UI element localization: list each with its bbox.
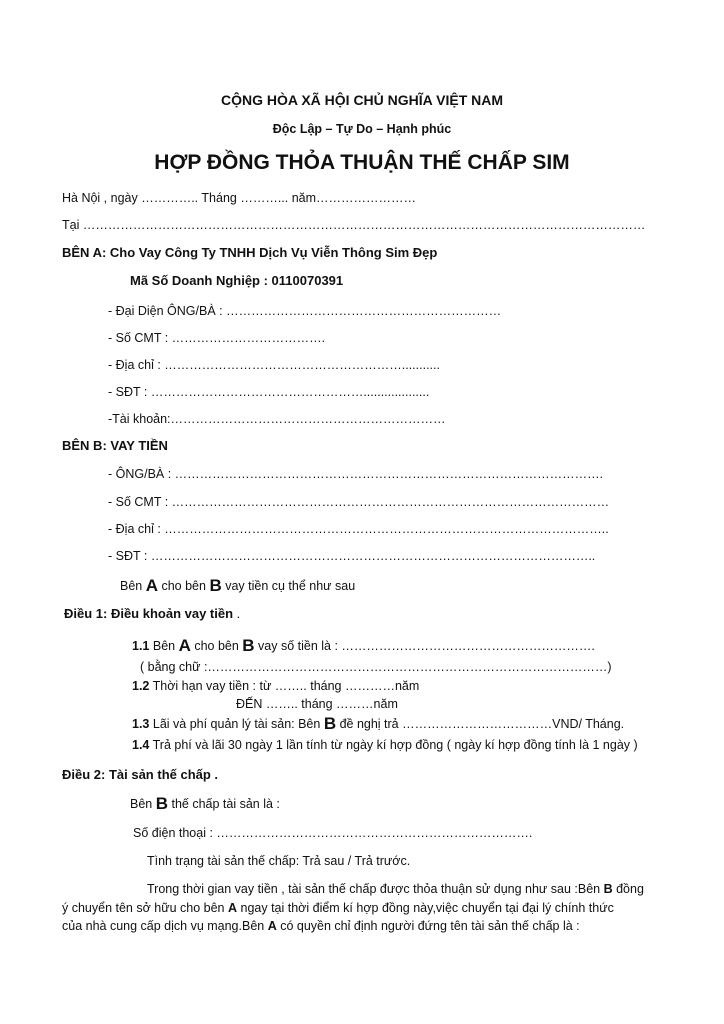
collateral-paragraph-line-1: Trong thời gian vay tiền , tài sản thế chấp được thỏa thuận sử dụng như sau :Bên B đồng <box>147 882 644 896</box>
party-a-id-card: - Số CMT : ………………………………. <box>108 331 326 345</box>
date-line: Hà Nội , ngày ………….. Tháng ………... năm…………………… <box>62 191 417 205</box>
clause-1-3: 1.3 Lãi và phí quản lý tài sản: Bên B đề nghị trả ………………………………VND/ Tháng. <box>132 714 625 733</box>
party-b-address: - Địa chỉ : …………………………………………………………………………………………….. <box>108 522 609 536</box>
party-b-heading: BÊN B: VAY TIỀN <box>62 438 168 453</box>
collateral-intro: Bên B thế chấp tài sản là : <box>130 794 280 813</box>
article-2-heading: Điều 2: Tài sản thế chấp . <box>62 767 219 782</box>
contract-title: HỢP ĐỒNG THỎA THUẬN THẾ CHẤP SIM <box>154 151 570 174</box>
party-a-account: -Tài khoản:………………………………………………………… <box>108 412 446 426</box>
party-a-representative: - Đại Diện ÔNG/BÀ : ………………………………………………………… <box>108 304 502 318</box>
party-a-phone: - SĐT : ……………………………………………................... <box>108 385 430 399</box>
loan-intro: Bên A cho bên B vay tiền cụ thể như sau <box>120 576 356 595</box>
party-a-address: - Địa chỉ : …………………………………………………........... <box>108 358 440 372</box>
party-b-id-card: - Số CMT : …………………………………………………………………………………………… <box>108 495 610 509</box>
collateral-status: Tình trạng tài sản thế chấp: Trả sau / Trả trước. <box>147 854 411 868</box>
party-b-phone: - SĐT : …………………………………………………………………………………………….. <box>108 549 596 563</box>
clause-1-1-in-words: ( bằng chữ :……………………………………………………………………………………) <box>140 660 612 674</box>
clause-1-2-until: ĐẾN …….. tháng ………năm <box>236 697 398 711</box>
place-line: Tại ……………………………………………………………………………………………………………………… <box>62 218 646 232</box>
party-b-name: - ÔNG/BÀ : …………………………………………………………………………………………. <box>108 467 604 481</box>
clause-1-4: 1.4 Trả phí và lãi 30 ngày 1 lần tính từ ngày kí hợp đồng ( ngày kí hợp đồng tính là 1 ngày ) <box>132 738 638 752</box>
motto: Độc Lập – Tự Do – Hạnh phúc <box>272 122 452 136</box>
clause-1-1: 1.1 Bên A cho bên B vay số tiền là : ……………………………………………………. <box>132 636 595 655</box>
nation-header: CỘNG HÒA XÃ HỘI CHỦ NGHĨA VIỆT NAM <box>220 92 504 108</box>
article-1-heading: Điều 1: Điều khoản vay tiền . <box>64 606 241 621</box>
party-a-tax-id: Mã Số Doanh Nghiệp : 0110070391 <box>130 273 344 288</box>
party-a-heading: BÊN A: Cho Vay Công Ty TNHH Dịch Vụ Viễn Thông Sim Đẹp <box>62 245 438 260</box>
collateral-paragraph-line-3: của nhà cung cấp dịch vụ mạng.Bên A có quyền chỉ định người đứng tên tài sản thế chấp là : <box>62 919 580 933</box>
collateral-phone: Số điện thoại : …………………………………………………………………. <box>133 826 533 840</box>
collateral-paragraph-line-2: ý chuyển tên sở hữu cho bên A ngay tại thời điểm kí hợp đồng này,việc chuyển tại đại lý chính thức <box>62 901 614 915</box>
clause-1-2: 1.2 Thời hạn vay tiền : từ …….. tháng …………năm <box>132 679 420 693</box>
